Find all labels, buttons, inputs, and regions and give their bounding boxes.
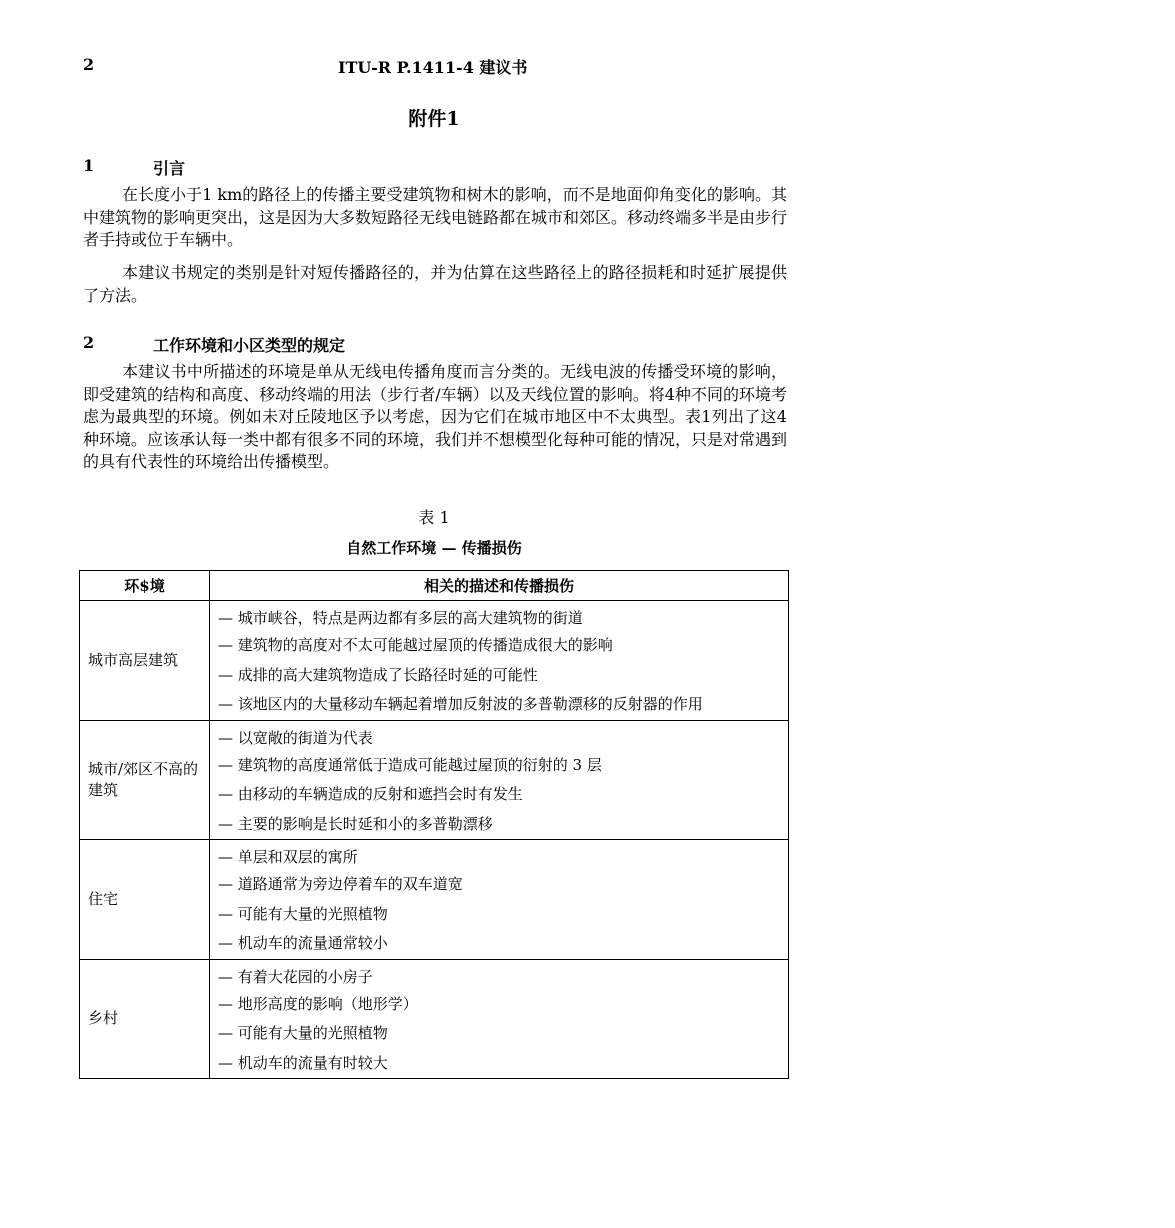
environment-cell: 住宅	[80, 840, 210, 960]
description-item: — 地形高度的影响（地形学）	[218, 994, 418, 1013]
description-item: — 可能有大量的光照植物	[218, 1024, 388, 1042]
table-caption: 表 1	[418, 508, 450, 527]
description-item: — 机动车的流量有时较大	[218, 1053, 388, 1072]
description-item: — 可能有大量的光照植物	[218, 904, 388, 923]
description-item: — 成排的高大建筑物造成了长路径时延的可能性	[218, 665, 538, 684]
section-1-paragraph-1: 在长度小于1 km的路径上的传播主要受建筑物和树木的影响，而不是地面仰角变化的影响。其中建筑物的影响更突出，这是因为大多数短路径无线电链路都在城市和郊区。移动终端多半是由步行者手持或位于车辆中。	[83, 185, 788, 249]
description-item: — 建筑物的高度通常低于造成可能越过屋顶的衍射的 3 层	[218, 755, 602, 774]
section-2-paragraph-1: 本建议书中所描述的环境是单从无线电传播角度而言分类的。无线电波的传播受环境的影响，即受建筑的结构和高度、移动终端的用法（步行者/车辆）以及天线位置的影响。将4种不同的环境考虑为最典型的环境。例如未对丘陵地区予以考虑，因为它们在城市地区中不太典型。表1列出了这4种环境。应该承认每一类中都有很多不同的环境，我们并不想模型化每种可能的情况，只是对常遇到的具有代表性的环境给出传播模型。	[83, 362, 788, 471]
page-number: 2	[83, 55, 95, 74]
description-cell	[210, 601, 789, 721]
description-item: — 由移动的车辆造成的反射和遮挡会时有发生	[218, 785, 523, 803]
header-environment: 环$境	[80, 571, 210, 601]
table-header-row	[80, 571, 789, 601]
table-row	[80, 840, 789, 960]
description-cell	[210, 959, 789, 1079]
section-2-number: 2	[83, 333, 95, 352]
document-title: ITU-R P.1411-4 建议书	[338, 58, 528, 77]
description-item: — 单层和双层的寓所	[218, 848, 358, 866]
description-cell	[210, 840, 789, 960]
table-title: 自然工作环境 — 传播损伤	[346, 539, 522, 557]
table-row	[80, 720, 789, 840]
environment-table	[79, 570, 789, 1079]
environment-cell: 城市高层建筑	[80, 601, 210, 721]
annex-title: 附件1	[408, 108, 460, 130]
environment-cell: 乡村	[80, 959, 210, 1079]
section-2-title: 工作环境和小区类型的规定	[153, 336, 346, 355]
description-item: — 主要的影响是长时延和小的多普勒漂移	[218, 814, 493, 833]
description-item: — 建筑物的高度对不太可能越过屋顶的传播造成很大的影响	[218, 636, 613, 654]
description-item: — 机动车的流量通常较小	[218, 934, 388, 952]
description-item: — 城市峡谷，特点是两边都有多层的高大建筑物的街道	[218, 609, 583, 627]
description-item: — 道路通常为旁边停着车的双车道宽	[218, 875, 463, 893]
table-row	[80, 959, 789, 1079]
description-cell	[210, 720, 789, 840]
description-item: — 有着大花园的小房子	[218, 967, 373, 986]
section-1-paragraph-2: 本建议书规定的类别是针对短传播路径的，并为估算在这些路径上的路径损耗和时延扩展提供了方法。	[83, 263, 787, 305]
section-1-number: 1	[83, 156, 95, 175]
section-1-title: 引言	[153, 159, 186, 178]
header-description: 相关的描述和传播损伤	[210, 571, 789, 601]
table-row	[80, 601, 789, 721]
description-item: — 以宽敞的街道为代表	[218, 728, 373, 747]
description-item: — 该地区内的大量移动车辆起着增加反射波的多普勒漂移的反射器的作用	[218, 695, 703, 713]
environment-cell: 城市/郊区不高的建筑	[80, 720, 210, 840]
